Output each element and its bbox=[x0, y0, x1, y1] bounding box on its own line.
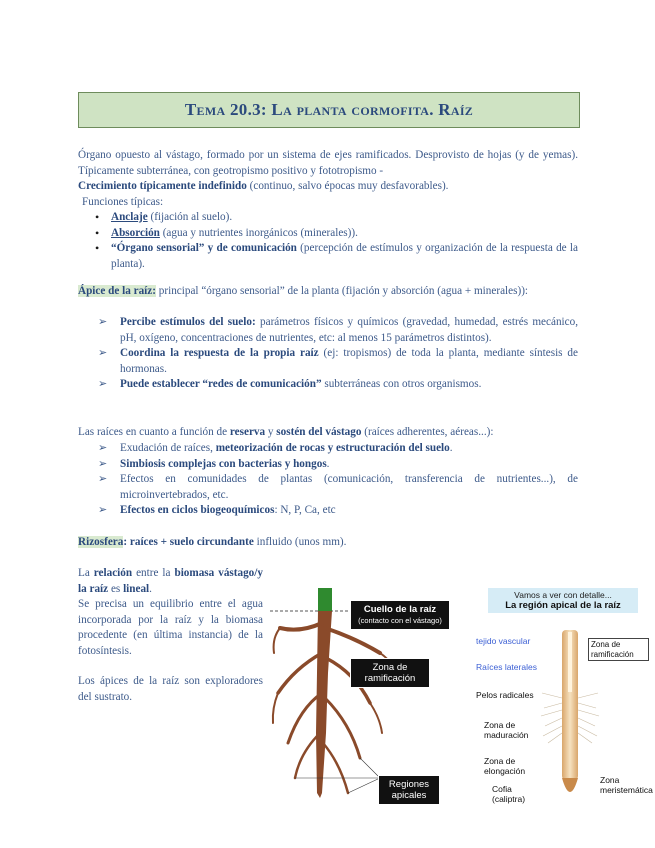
apice-heading: Ápice de la raíz: bbox=[78, 285, 156, 297]
title-box bbox=[78, 92, 580, 128]
list-item: ➢ Exudación de raíces, meteorización de rocas y estructuración del suelo. bbox=[98, 441, 578, 457]
list-item: • “Órgano sensorial” y de comunicación (percepción de estímulos y organización de la respuesta de la planta). bbox=[93, 241, 578, 272]
crecimiento-rest: (continuo, salvo épocas muy desfavorables). bbox=[246, 180, 449, 192]
funcion-list bbox=[98, 441, 578, 519]
list-item: ➢ Puede establecer “redes de comunicación” subterráneas con otros organismos. bbox=[98, 377, 578, 393]
intro-paragraph bbox=[78, 148, 578, 195]
apice-list bbox=[98, 315, 578, 393]
apicales-label: Regiones apicales bbox=[378, 775, 440, 805]
ramificacion-label: Zona de ramificación bbox=[350, 658, 430, 688]
intro-text: Órgano opuesto al vástago, formado por un sistema de ejes ramificados. Desprovisto de hojas (y de yemas). Típicamente subterránea, con geotropismo positivo y fototropismo - bbox=[78, 149, 578, 177]
crecimiento-bold: Crecimiento típicamente indefinido bbox=[78, 180, 247, 192]
list-item: • Absorción (agua y nutrientes inorgánicos (minerales)). bbox=[93, 226, 578, 242]
funciones-list bbox=[93, 210, 578, 272]
rizosfera-heading: Rizosfera bbox=[78, 536, 124, 548]
list-item: ➢ Efectos en ciclos biogeoquímicos: N, P, Ca, etc bbox=[98, 503, 578, 519]
list-item: ➢ Coordina la respuesta de la propia raíz (ej: tropismos) de toda la planta, mediante síntesis de hormonas. bbox=[98, 346, 578, 377]
pelos-label: Pelos radicales bbox=[476, 690, 534, 700]
ramif-label: Zona de ramificación bbox=[588, 638, 649, 661]
laterales-label: Raíces laterales bbox=[476, 662, 537, 672]
funciones-heading: Funciones típicas: bbox=[82, 196, 164, 208]
cuello-label: Cuello de la raíz (contacto con el vástago) bbox=[350, 600, 450, 630]
list-item: ➢ Simbiosis complejas con bacterias y hongos. bbox=[98, 457, 578, 473]
funcion-paragraph: Las raíces en cuanto a función de reserva y sostén del vástago (raíces adherentes, aéreas...): bbox=[78, 426, 494, 438]
meristema-label: Zona meristemática bbox=[600, 775, 653, 795]
page-title: Tema 20.3: La planta cormofita. Raíz bbox=[184, 100, 474, 119]
rizosfera-paragraph: Rizosfera: raíces + suelo circundante influido (unos mm). bbox=[78, 536, 347, 548]
list-item: ➢ Efectos en comunidades de plantas (comunicación, transferencia de nutrientes...), de microinvertebrados, etc. bbox=[98, 472, 578, 503]
maduracion-label: Zona de maduración bbox=[484, 720, 529, 740]
list-item: ➢ Percibe estímulos del suelo: parámetros físicos y químicos (gravedad, humedad, estrés mecánico, pH, oxígeno, concentraciones de nutrientes, etc: al menos 15 parámetros distintos). bbox=[98, 315, 578, 346]
apical-header: Vamos a ver con detalle... La región apical de la raíz bbox=[488, 588, 638, 613]
cofia-label: Cofia (caliptra) bbox=[492, 784, 526, 804]
elongacion-label: Zona de elongación bbox=[484, 756, 526, 776]
apice-paragraph: Ápice de la raíz: principal “órgano sensorial” de la planta (fijación y absorción (agua + minerales)): bbox=[78, 285, 529, 297]
tejido-label: tejido vascular bbox=[476, 636, 531, 646]
relacion-paragraph: La relación entre la biomasa vástago/y la raíz es lineal. Se precisa un equilibrio entre el agua incorporada por la raíz y la biomasa procedente (en última instancia) de la fotosíntesis. Los ápices de la raíz son exploradores del sustrato. bbox=[78, 567, 263, 703]
list-item: • Anclaje (fijación al suelo). bbox=[93, 210, 578, 226]
